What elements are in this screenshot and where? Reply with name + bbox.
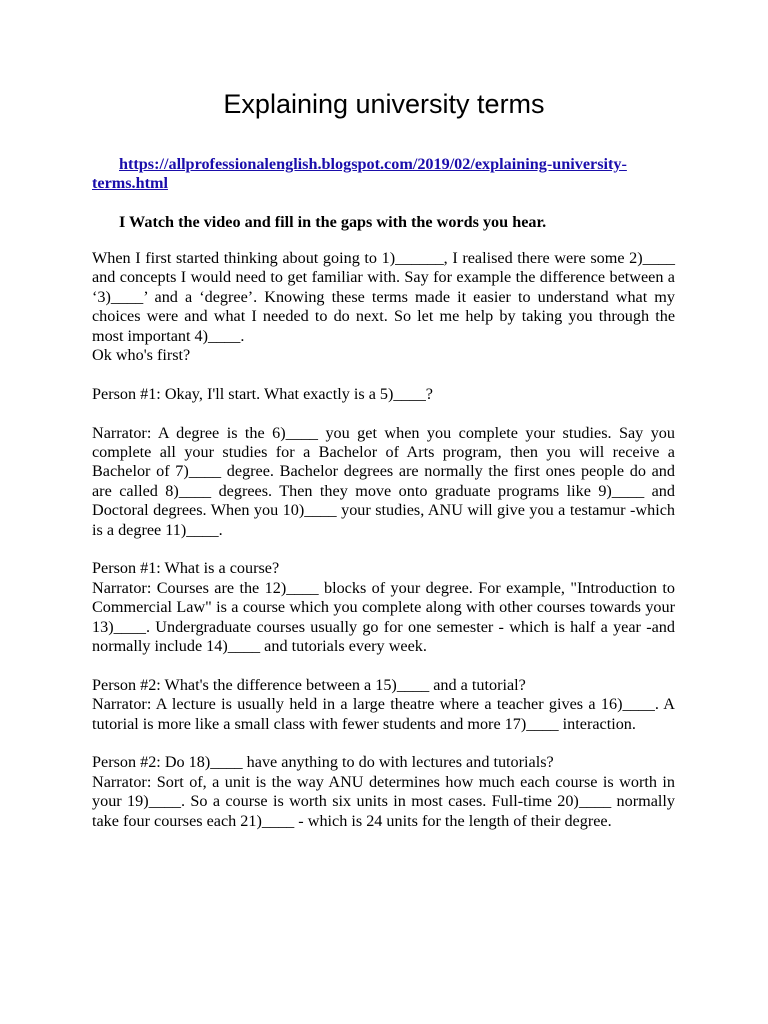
source-link[interactable]: https://allprofessionalenglish.blogspot.com/2019/02/explaining-university-terms.html [92, 155, 627, 192]
source-link-paragraph [92, 155, 676, 193]
paragraph-person1-a: Person #1: Okay, I'll start. What exactly is a 5)____? [92, 384, 433, 403]
spacer [92, 656, 675, 675]
paragraph-intro: When I first started thinking about going to 1)______, I realised there were some 2)____ and concepts I would need to get familiar with. Say for example the difference between a ‘3)____’ and a ‘degree’. Knowing these terms made it easier to understand what my choices were and what I needed to do next. So let me help by taking you through the most important 4)____. [92, 249, 675, 345]
paragraph-narrator-unit: Narrator: Sort of, a unit is the way ANU determines how much each course is worth in your 19)____. So a course is worth six units in most cases. Full-time 20)____ normally take four courses each 21)____ - which is 24 units for the length of their degree. [92, 772, 675, 830]
paragraph-narrator-degree: Narrator: A degree is the 6)____ you get when you complete your studies. Say you complete all your studies for a Bachelor of Arts program, then you will receive a Bachelor of 7)____ degree. Bachelor degrees are normally the first ones people do and are called 8)____ degrees. Then they move onto graduate programs like 9)____ and Doctoral degrees. When you 10)____ your studies, ANU will give you a testamur -which is a degree 11)____. [92, 423, 675, 539]
exercise-text [92, 249, 675, 831]
paragraph-narrator-course: Narrator: Courses are the 12)____ blocks of your degree. For example, "Introduction to Commercial Law" is a course which you complete along with other courses towards your 13)____. Undergraduate courses usually go for one semester - which is half a year -and normally include 14)____ and tutorials every week. [92, 578, 675, 656]
paragraph-person2-a: Person #2: What's the difference between a 15)____ and a tutorial? [92, 675, 526, 694]
paragraph-narrator-lecture: Narrator: A lecture is usually held in a large theatre where a teacher gives a 16)____. A tutorial is more like a small class with fewer students and more 17)____ interaction. [92, 695, 675, 733]
page-title: Explaining university terms [223, 89, 545, 119]
paragraph-person1-b: Person #1: What is a course? [92, 559, 280, 578]
exercise-instruction: I Watch the video and fill in the gaps with the words you hear. [119, 213, 547, 231]
paragraph-person2-b: Person #2: Do 18)____ have anything to do with lectures and tutorials? [92, 753, 554, 772]
paragraph-question: Ok who's first? [92, 346, 191, 365]
spacer [92, 734, 675, 753]
spacer [92, 404, 675, 423]
spacer [92, 540, 675, 559]
spacer [92, 365, 675, 384]
